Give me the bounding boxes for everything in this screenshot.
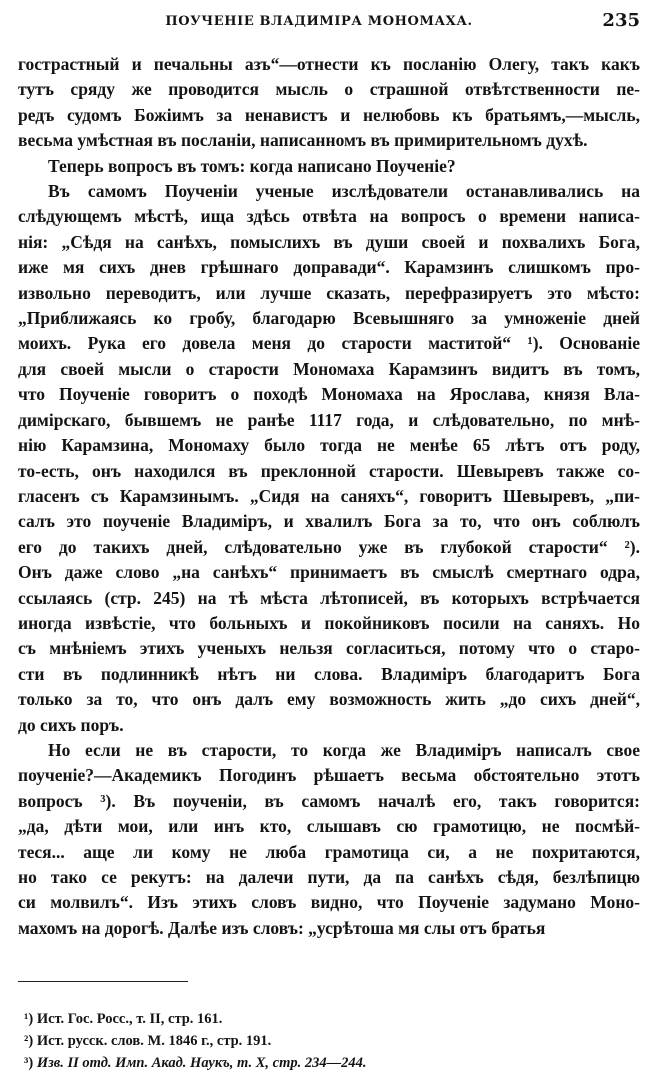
text-line: но тако се рекутъ: на далечи пути, да па санѣхъ сѣдя, безлѣпицю [18, 867, 640, 887]
paragraph [18, 738, 640, 941]
text-line: „Приближаясь ко гробу, благодарю Всевышняго за умноженіе дней [18, 308, 640, 329]
text-line: ссылаясь (стр. 245) на тѣ мѣста лѣтописей, въ которыхъ встрѣчается [18, 587, 640, 608]
text-line: до сихъ поръ. [18, 714, 124, 735]
text-line: Онъ даже слово „на санѣхъ“ принимаетъ въ смыслѣ смертнаго одра, [18, 562, 640, 583]
footnote-mark: ³) [24, 1055, 34, 1072]
paragraph [18, 52, 640, 154]
text-line: съ мнѣніемъ этихъ ученыхъ нельзя согласиться, потому что о старо- [18, 638, 640, 659]
text-line: редъ судомъ Божіимъ за ненавистъ и нелюбовь къ братьямъ,—мысль, [18, 104, 640, 125]
text-line: иногда извѣстіе, что больныхъ и покойниковъ посили на саняхъ. Но [18, 612, 640, 633]
text-line: тeся... аще ли кому не люба грамотица си, а не похритаются, [18, 841, 640, 862]
footnote-text: Ист. русск. слов. М. 1846 г., стр. 191. [33, 1033, 272, 1050]
text-line: Теперь вопросъ въ томъ: когда написано Поученіе? [48, 155, 456, 176]
text-line: вопросъ ³). Въ поученіи, въ самомъ началѣ его, такъ говорится: [18, 790, 640, 811]
text-line: си молвилъ“. Изъ этихъ словъ видно, что Поученіе задумано Моно- [18, 892, 640, 913]
text-line: махомъ на дорогѣ. Далѣе изъ словъ: „усрѣтоша мя слы отъ братья [18, 917, 546, 938]
text-line: салъ это поученіе Владиміръ, и хвалилъ Бога за то, что онъ соблюлъ [18, 511, 640, 532]
footnote-text: Изв. II отд. Имп. Акад. Наукъ, т. X, стр. 234—244. [33, 1055, 367, 1072]
text-line: нію Карамзина, Мономаху было тогда не менѣе 65 лѣтъ отъ роду, [18, 435, 640, 456]
text-line: извольно переводитъ, или лучше сказать, перефразируетъ это мѣсто: [18, 282, 640, 303]
running-title: ПОУЧЕНІЕ ВЛАДИМІРА МОНОМАХА. [165, 14, 473, 29]
paragraph [18, 179, 640, 738]
text-line: только за то, что онъ далъ ему возможность жить „до сихъ дней“, [18, 689, 640, 710]
text-line: гострастный и печальны азъ“—отнести къ посланію Олегу, такъ какъ [18, 54, 640, 74]
footnote-divider [18, 981, 188, 982]
text-line: моихъ. Рука его довела меня до старости маститой“ ¹). Основаніе [18, 333, 640, 354]
text-line: слѣдующемъ мѣстѣ, ища здѣсь отвѣта на вопросъ о времени написа- [18, 206, 640, 227]
text-line: сти въ подлинникѣ нѣтъ ни слова. Владиміръ благодаритъ Бога [18, 663, 640, 684]
text-line: нія: „Сѣдя на санѣхъ, помыслихъ въ души своей и похвалихъ Бога, [18, 231, 640, 252]
text-line: что Поученіе говоритъ о походѣ Мономаха на Ярослава, князя Вла- [18, 384, 640, 405]
paragraph [18, 154, 640, 179]
text-line: весьма умѣстная въ посланіи, написанномъ въ примирительномъ духѣ. [18, 130, 588, 151]
page-header [18, 8, 640, 38]
footnotes [18, 1008, 640, 1074]
footnote-text: Ист. Гос. Росс., т. II, стр. 161. [33, 1011, 223, 1028]
main-text [18, 52, 640, 941]
text-line: Въ самомъ Поученіи ученые изслѣдователи останавливались на [48, 181, 640, 202]
text-line: его до такихъ дней, слѣдовательно уже въ глубокой старости“ ²). [18, 536, 640, 557]
footnote-mark: ²) [24, 1033, 34, 1050]
text-line: иже мя сихъ днев грѣшнаго доправади“. Карамзинъ слишкомъ про- [18, 257, 640, 278]
text-line: поученіе?—Академикъ Погодинъ рѣшаетъ весьма обстоятельно этотъ [18, 765, 640, 786]
footnote [24, 1008, 640, 1030]
footnote [24, 1052, 640, 1074]
text-line: тутъ сряду же проводится мысль о страшной отвѣтственности пе- [18, 79, 640, 100]
text-line: для своей мысли о старости Мономаха Карамзинъ видитъ въ томъ, [18, 358, 640, 379]
text-line: „да, дѣти мои, или инъ кто, слышавъ сю грамотицю, не посмѣй- [18, 816, 640, 837]
footnote-mark: ¹) [24, 1011, 34, 1028]
text-line: Но если не въ старости, то когда же Владиміръ написалъ свое [48, 739, 640, 760]
footnote [24, 1030, 640, 1052]
text-line: димірскаго, бывшемъ не ранѣе 1117 года, и слѣдовательно, по мнѣ- [18, 409, 640, 430]
text-line: то-есть, онъ находился въ преклонной старости. Шевыревъ также со- [18, 460, 640, 481]
text-line: гласенъ съ Карамзинымъ. „Сидя на саняхъ“, говоритъ Шевыревъ, „пи- [18, 485, 640, 506]
page-number: 235 [602, 10, 640, 31]
